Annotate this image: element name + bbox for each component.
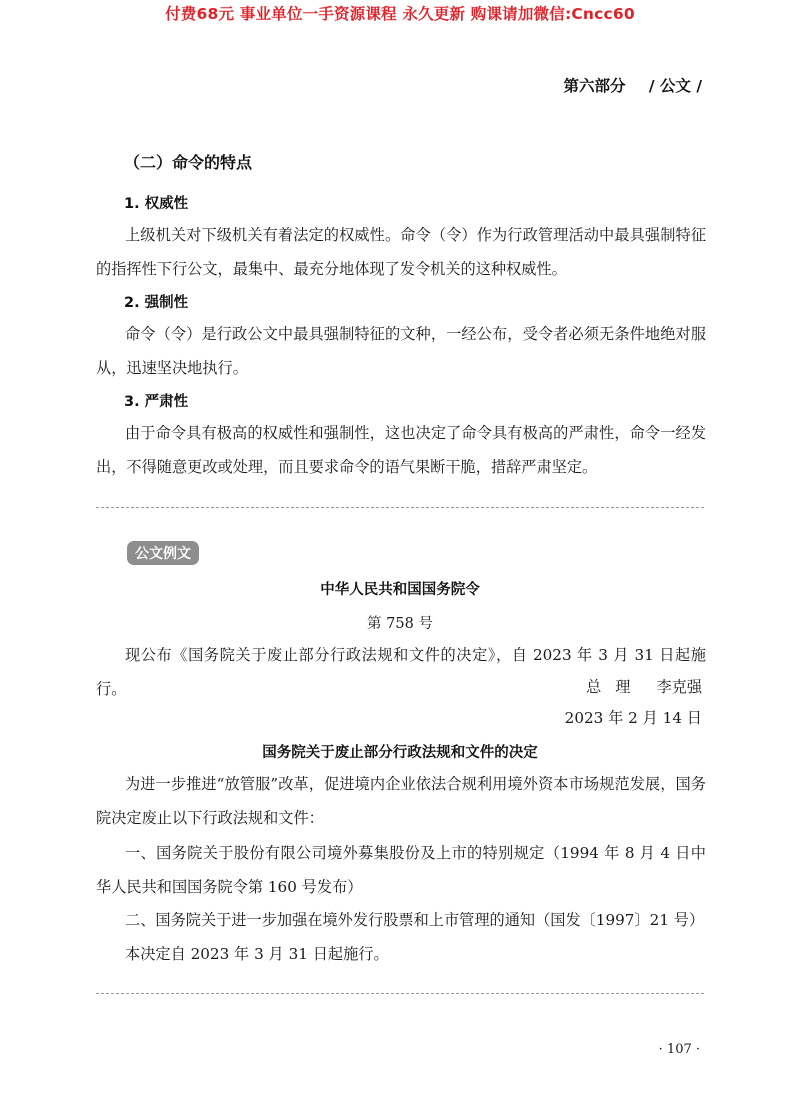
decision-paragraph: 本决定自 2023 年 3 月 31 日起施行。 — [125, 945, 389, 963]
order-title: 中华人民共和国国务院令 — [320, 582, 480, 598]
divider-bottom — [96, 993, 704, 994]
page-number: · 107 · — [658, 1042, 700, 1057]
item-heading-mandatory: 2. 强制性 — [124, 295, 189, 311]
section-title: （二）命令的特点 — [124, 153, 253, 172]
signer-line — [586, 676, 702, 697]
running-head — [563, 74, 702, 96]
watermark-banner: 付费68元 事业单位一手资源课程 永久更新 购课请加微信:Cncc60 — [165, 5, 635, 23]
signer-role: 总理 — [586, 678, 645, 696]
decision-title: 国务院关于废止部分行政法规和文件的决定 — [262, 745, 538, 761]
item-heading-authority: 1. 权威性 — [124, 196, 189, 212]
item-heading-seriousness: 3. 严肃性 — [124, 394, 189, 410]
item-text-authority: 上级机关对下级机关有着法定的权威性。命令（令）作为行政管理活动中最具强制特征的指挥性下行公文，最集中、最充分地体现了发令机关的这种权威性。 — [96, 226, 706, 278]
running-head-part: 第六部分 — [563, 77, 626, 95]
running-head-section: / 公文 / — [648, 77, 702, 95]
decision-paragraph: 二、国务院关于进一步加强在境外发行股票和上市管理的通知（国发〔1997〕21 号） — [125, 911, 705, 929]
item-text-seriousness: 由于命令具有极高的权威性和强制性，这也决定了命令具有极高的严肃性，命令一经发出，不得随意更改或处理，而且要求命令的语气果断干脆，措辞严肃坚定。 — [96, 424, 706, 476]
order-number: 第 758 号 — [367, 616, 433, 632]
divider-top — [96, 507, 704, 508]
signer-name: 李克强 — [656, 678, 702, 696]
decision-paragraph: 一、国务院关于股份有限公司境外募集股份及上市的特别规定（1994 年 8 月 4 日中华人民共和国国务院令第 160 号发布） — [96, 844, 706, 896]
example-tag: 公文例文 — [127, 541, 199, 565]
order-date: 2023 年 2 月 14 日 — [564, 709, 702, 727]
item-text-mandatory: 命令（令）是行政公文中最具强制特征的文种，一经公布，受令者必须无条件地绝对服从，迅速坚决地执行。 — [96, 325, 706, 377]
order-body: 现公布《国务院关于废止部分行政法规和文件的决定》，自 2023 年 3 月 31 日起施行。 — [96, 646, 706, 698]
decision-paragraph: 为进一步推进“放管服”改革，促进境内企业依法合规利用境外资本市场规范发展，国务院决定废止以下行政法规和文件： — [96, 775, 706, 827]
